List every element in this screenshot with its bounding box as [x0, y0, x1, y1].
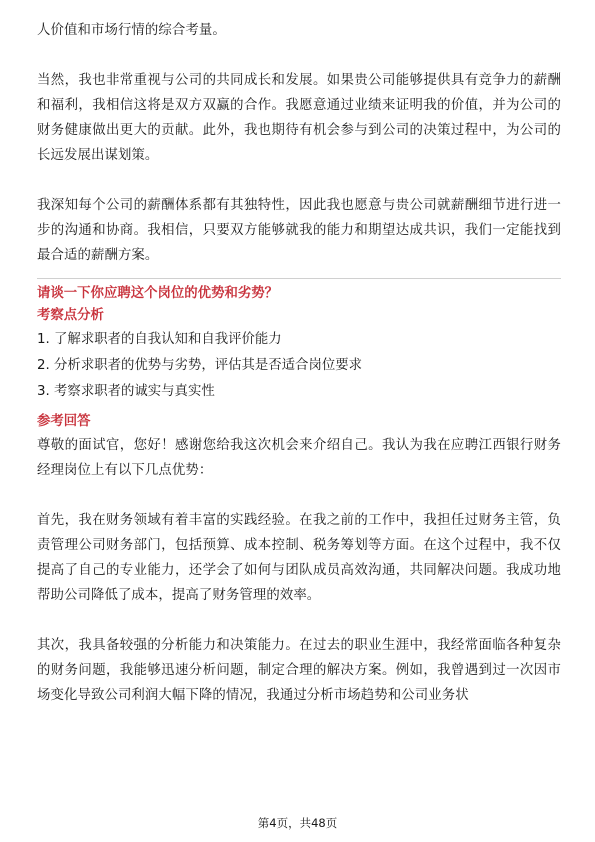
- paragraph-growth: 当然，我也非常重视与公司的共同成长和发展。如果贵公司能够提供具有竞争力的薪酬和福利，我相信这将是双方双赢的合作。我愿意通过业绩来证明我的价值，并为公司的财务健康做出更大的贡献。此外，我也期待有机会参与到公司的决策过程中，为公司的长远发展出谋划策。: [37, 73, 561, 163]
- page-content: [37, 18, 561, 708]
- paragraph-gap: [37, 168, 561, 193]
- section-divider: [37, 278, 561, 279]
- answer-paragraph-analysis: 其次，我具备较强的分析能力和决策能力。在过去的职业生涯中，我经常面临各种复杂的财务问题，我能够迅速分析问题，制定合理的解决方案。例如，我曾遇到过一次因市场变化导致公司利润大幅下降的情况，我通过分析市场趋势和公司业务状: [37, 638, 561, 703]
- page-number: 第4页，共48页: [257, 816, 338, 830]
- answer-paragraph-intro: 尊敬的面试官，您好！感谢您给我这次机会来介绍自己。我认为我在应聘江西银行财务经理岗位上有以下几点优势：: [37, 438, 561, 478]
- paragraph-salary-negotiation: 我深知每个公司的薪酬体系都有其独特性，因此我也愿意与贵公司就薪酬细节进行进一步的沟通和协商。我相信，只要双方能够就我的能力和期望达成共识，我们一定能找到最合适的薪酬方案。: [37, 198, 561, 263]
- paragraph-gap: [37, 43, 561, 68]
- question-heading: 请谈一下你应聘这个岗位的优势和劣势？: [37, 286, 279, 301]
- analysis-item: 2. 分析求职者的优势与劣势，评估其是否适合岗位要求: [37, 358, 363, 373]
- analysis-item: 3. 考察求职者的诚实与真实性: [37, 384, 215, 399]
- paragraph-gap: [37, 483, 561, 508]
- paragraph-continuation: 人价值和市场行情的综合考量。: [37, 23, 226, 38]
- paragraph-gap: [37, 608, 561, 633]
- answer-paragraph-experience: 首先，我在财务领域有着丰富的实践经验。在我之前的工作中，我担任过财务主管，负责管理公司财务部门，包括预算、成本控制、税务筹划等方面。在这个过程中，我不仅提高了自己的专业能力，还学会了如何与团队成员高效沟通，共同解决问题。我成功地帮助公司降低了成本，提高了财务管理的效率。: [37, 513, 561, 603]
- answer-title: 参考回答: [37, 414, 91, 429]
- analysis-title: 考察点分析: [37, 308, 104, 323]
- analysis-item: 1. 了解求职者的自我认知和自我评价能力: [37, 332, 282, 347]
